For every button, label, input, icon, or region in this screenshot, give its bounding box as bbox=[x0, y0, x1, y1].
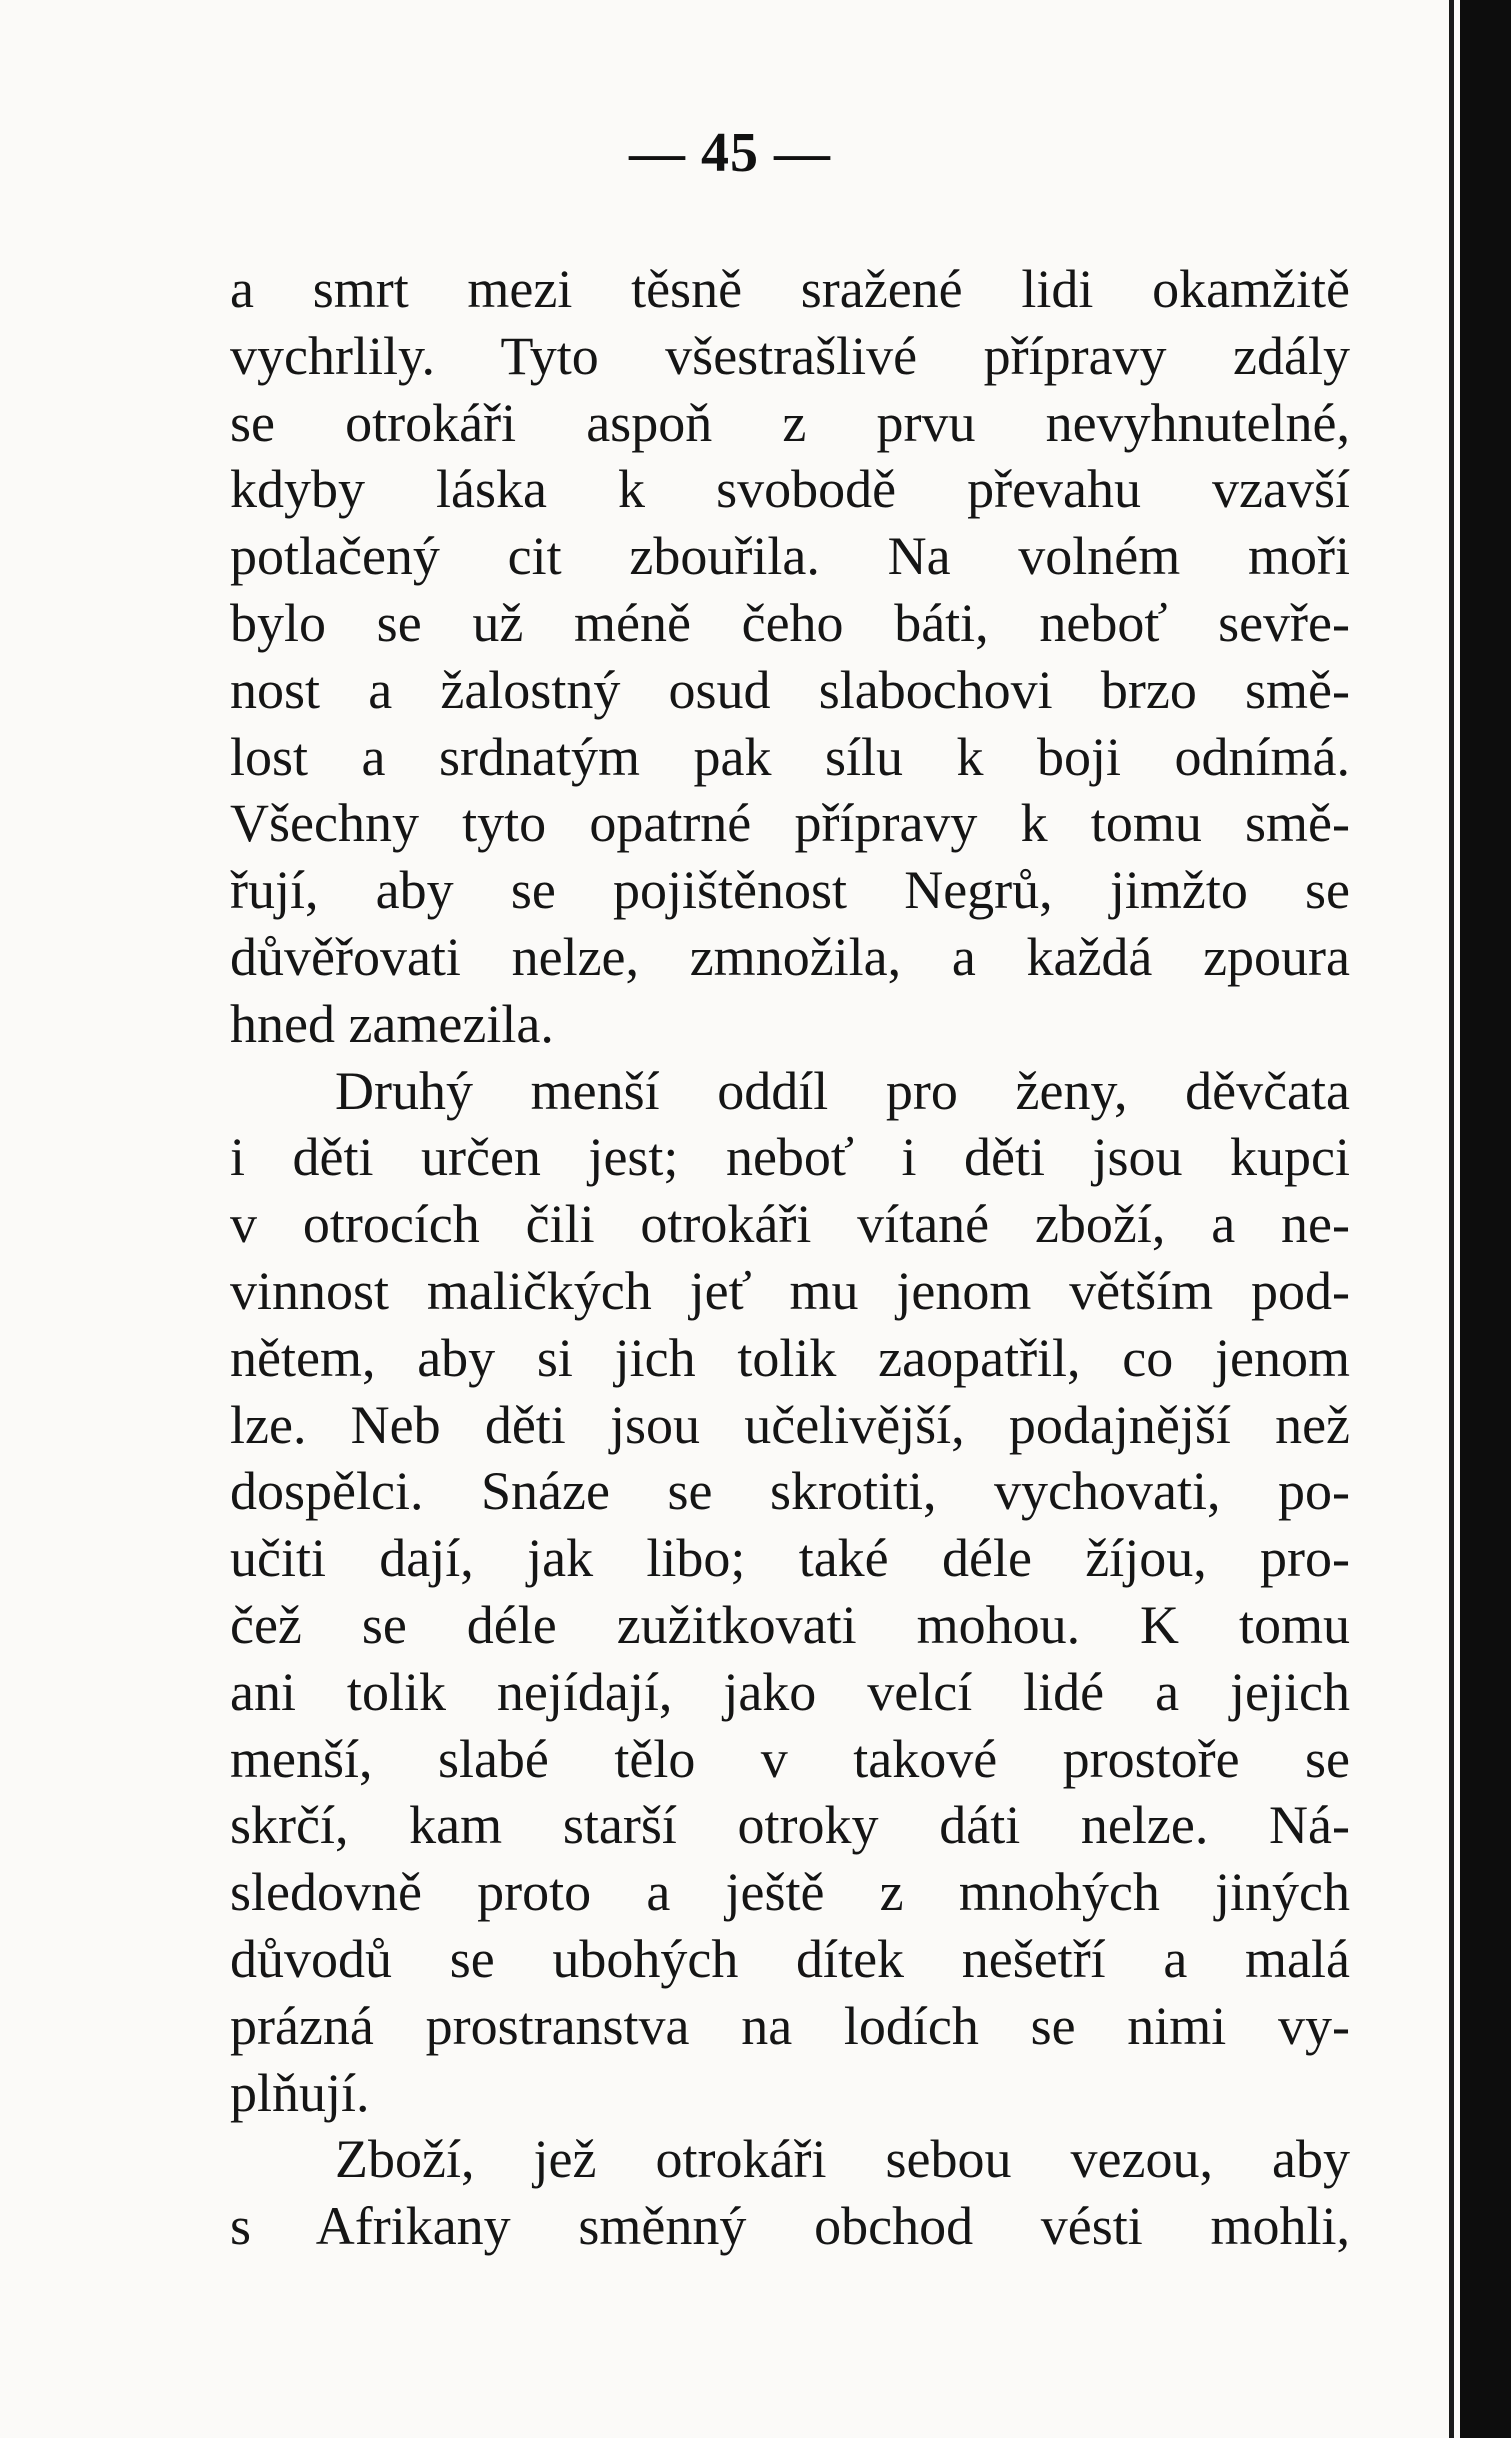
text-line: menší, slabé tělo v takové prostoře se bbox=[230, 1728, 1350, 1789]
text-line: nětem, aby si jich tolik zaopatřil, co jenom bbox=[230, 1327, 1350, 1388]
text-line: prázná prostranstva na lodích se nimi vy- bbox=[230, 1995, 1350, 2056]
text-line: Všechny tyto opatrné přípravy k tomu smě- bbox=[230, 793, 1350, 854]
text-line: s Afrikany směnný obchod vésti mohli, bbox=[230, 2196, 1350, 2257]
text-line: lze. Neb děti jsou učelivější, podajnější než bbox=[230, 1394, 1350, 1455]
text-line: Zboží, jež otrokáři sebou vezou, aby bbox=[335, 2129, 1350, 2190]
text-line: učiti dají, jak libo; také déle žíjou, pro- bbox=[230, 1528, 1350, 1589]
text-line: Druhý menší oddíl pro ženy, děvčata bbox=[335, 1060, 1350, 1121]
text-line: a smrt mezi těsně sražené lidi okamžitě bbox=[230, 259, 1350, 319]
body-text bbox=[230, 256, 1350, 2260]
text-line: ani tolik nejídají, jako velcí lidé a jejich bbox=[230, 1661, 1350, 1722]
text-line: se otrokáři aspoň z prvu nevyhnutelné, bbox=[230, 392, 1350, 453]
text-line: skrčí, kam starší otroky dáti nelze. Ná- bbox=[230, 1795, 1350, 1856]
text-line: nost a žalostný osud slabochovi brzo smě- bbox=[230, 659, 1350, 720]
text-line: bylo se už méně čeho báti, neboť sevře- bbox=[230, 592, 1350, 653]
text-line: vychrlily. Tyto všestrašlivé přípravy zdály bbox=[230, 325, 1350, 386]
text-line: čež se déle zužitkovati mohou. K tomu bbox=[230, 1594, 1350, 1655]
text-line: hned zamezila. bbox=[230, 993, 554, 1054]
page-number: — 45 — bbox=[629, 122, 831, 184]
text-line: i děti určen jest; neboť i děti jsou kupci bbox=[230, 1127, 1350, 1188]
text-line: plňují. bbox=[230, 2062, 370, 2123]
text-line: kdyby láska k svobodě převahu vzavší bbox=[230, 459, 1350, 520]
text-line: potlačený cit zbouřila. Na volném moři bbox=[230, 526, 1350, 587]
text-line: řují, aby se pojištěnost Negrů, jimžto se bbox=[230, 860, 1350, 921]
text-line: vinnost maličkých jeť mu jenom větším pod- bbox=[230, 1260, 1350, 1321]
text-line: lost a srdnatým pak sílu k boji odnímá. bbox=[230, 726, 1350, 787]
text-line: důvěřovati nelze, zmnožila, a každá zpoura bbox=[230, 926, 1350, 987]
text-line: důvodů se ubohých dítek nešetří a malá bbox=[230, 1928, 1350, 1989]
scan-dark-border bbox=[1460, 0, 1511, 2438]
text-line: v otrocích čili otrokáři vítané zboží, a ne- bbox=[230, 1194, 1350, 1255]
text-line: dospělci. Snáze se skrotiti, vychovati, po- bbox=[230, 1461, 1350, 1522]
text-line: sledovně proto a ještě z mnohých jiných bbox=[230, 1862, 1350, 1923]
page-edge-line bbox=[1449, 0, 1454, 2438]
